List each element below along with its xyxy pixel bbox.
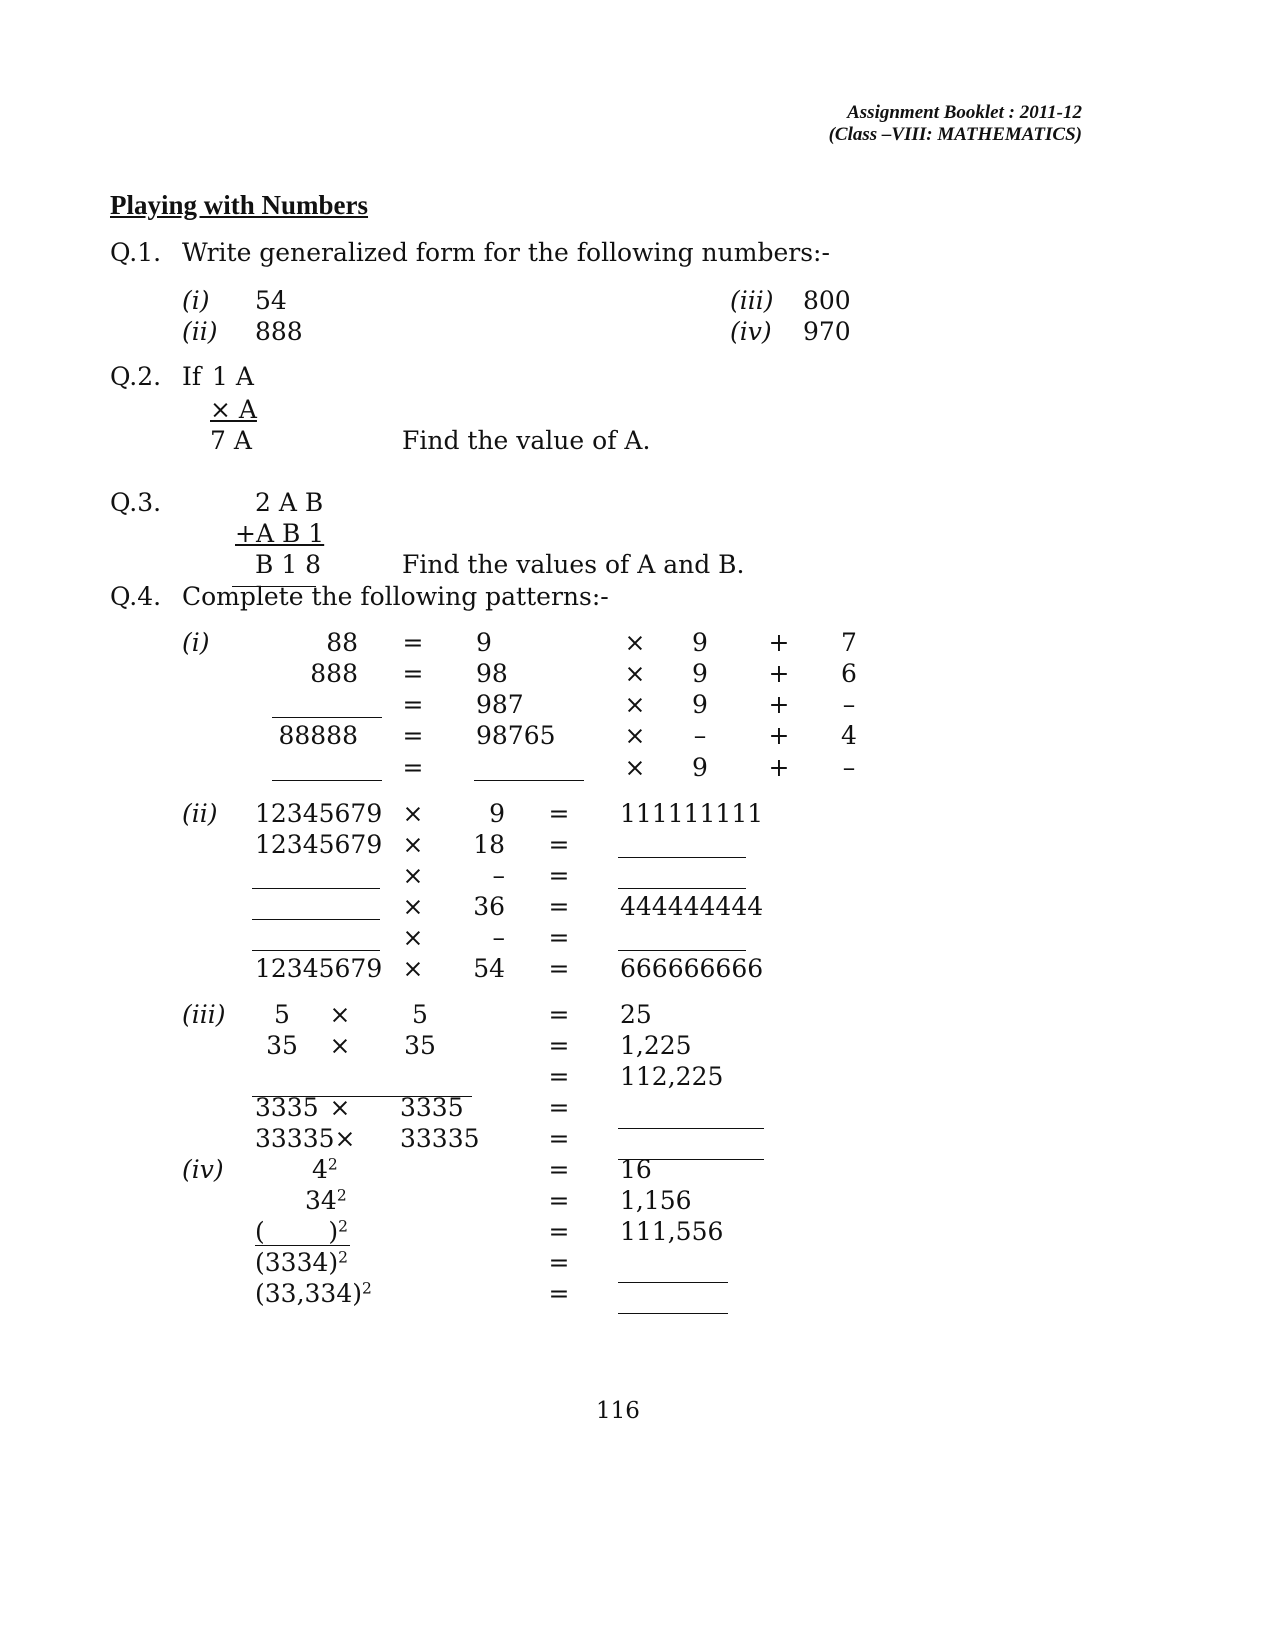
times-sign: ×	[624, 721, 646, 750]
plus-sign: +	[768, 721, 790, 750]
q4-part-i-label: (i)	[182, 628, 210, 657]
equals-sign: =	[548, 799, 570, 828]
pattern-term-b: 9	[692, 753, 708, 782]
answer-blank[interactable]	[255, 1245, 350, 1246]
plus-sign: +	[768, 690, 790, 719]
q1-item-value: 888	[255, 317, 303, 346]
q4-part-ii-label: (ii)	[182, 799, 218, 828]
pattern-lhs: 888	[310, 659, 358, 688]
factor-b: 33335	[400, 1124, 480, 1153]
booklet-header-line2: (Class –VIII: MATHEMATICS)	[828, 124, 1082, 145]
q3-sum: B 1 8	[255, 550, 322, 579]
q2-if: If	[182, 362, 202, 391]
equals-sign: =	[402, 690, 424, 719]
q1-item-label: (iii)	[730, 286, 774, 315]
times-sign: ×	[624, 628, 646, 657]
square-value: 111,556	[620, 1217, 724, 1246]
q1-item-value: 970	[803, 317, 851, 346]
square-base: 34	[305, 1186, 337, 1215]
square-expression	[255, 1250, 348, 1275]
q4-text: Complete the following patterns:-	[182, 582, 609, 611]
q1-text: Write generalized form for the following numbers:-	[182, 238, 830, 267]
q1-item-label: (ii)	[182, 317, 218, 346]
times-sign: ×	[329, 1093, 351, 1122]
pattern-term-c: –	[842, 753, 856, 782]
equals-sign: =	[548, 1248, 570, 1277]
answer-blank[interactable]	[618, 1282, 728, 1283]
square-base: (3334)	[255, 1248, 339, 1277]
q1-item-label: (iv)	[730, 317, 772, 346]
booklet-header-line1: Assignment Booklet : 2011-12	[847, 102, 1082, 123]
times-sign: ×	[402, 923, 424, 952]
factor-b: –	[492, 923, 505, 952]
equals-sign: =	[402, 753, 424, 782]
times-sign: ×	[329, 1000, 351, 1029]
equals-sign: =	[548, 861, 570, 890]
answer-blank[interactable]	[252, 888, 380, 889]
equals-sign: =	[548, 954, 570, 983]
q4-part-iv-label: (iv)	[182, 1155, 224, 1184]
pattern-term-c: 4	[841, 721, 857, 750]
square-base: ( )	[255, 1217, 339, 1246]
square-value: 16	[620, 1155, 652, 1184]
pattern-term-b: 9	[692, 628, 708, 657]
equals-sign: =	[402, 659, 424, 688]
q3-instruction: Find the values of A and B.	[402, 550, 745, 579]
answer-blank[interactable]	[474, 780, 584, 781]
equals-sign: =	[402, 721, 424, 750]
factor-a: 5	[274, 1000, 290, 1029]
q1-item-value: 54	[255, 286, 287, 315]
page-number: 116	[596, 1398, 640, 1424]
q2-number: Q.2.	[110, 362, 162, 391]
equals-sign: =	[402, 628, 424, 657]
factor-b: 18	[473, 830, 505, 859]
factor-b: 54	[473, 954, 505, 983]
product: 112,225	[620, 1062, 724, 1091]
times-sign: ×	[329, 1031, 351, 1060]
factor-a: 35	[266, 1031, 298, 1060]
plus-sign: +	[768, 628, 790, 657]
q2-multiplicand: 1 A	[212, 362, 254, 391]
answer-blank[interactable]	[252, 919, 380, 920]
factor-b: 36	[473, 892, 505, 921]
square-expression	[255, 1281, 372, 1306]
answer-blank[interactable]	[272, 717, 382, 718]
times-sign: ×	[624, 753, 646, 782]
square-exponent: 2	[338, 1217, 348, 1236]
square-base: (33,334)	[255, 1279, 362, 1308]
answer-blank[interactable]	[618, 1313, 728, 1314]
times-sign: ×	[402, 799, 424, 828]
factor-a: 12345679	[255, 954, 383, 983]
times-sign: ×	[624, 690, 646, 719]
equals-sign: =	[548, 1124, 570, 1153]
answer-blank[interactable]	[272, 780, 382, 781]
pattern-term-a: 98765	[476, 721, 556, 750]
q1-item-value: 800	[803, 286, 851, 315]
square-base: 4	[312, 1155, 328, 1184]
equals-sign: =	[548, 923, 570, 952]
q3-number: Q.3.	[110, 488, 162, 517]
answer-blank[interactable]	[618, 1128, 764, 1129]
pattern-term-c: –	[842, 690, 856, 719]
q2-multiplier: × A	[210, 395, 257, 424]
square-expression	[255, 1219, 348, 1244]
answer-blank[interactable]	[618, 950, 746, 951]
pattern-term-b: –	[693, 721, 707, 750]
pattern-term-a: 98	[476, 659, 508, 688]
square-exponent: 2	[327, 1155, 338, 1174]
factor-b: 9	[489, 799, 505, 828]
equals-sign: =	[548, 1155, 570, 1184]
factor-b: 3335	[400, 1093, 464, 1122]
product: 25	[620, 1000, 652, 1029]
factor-a: 33335×	[255, 1124, 356, 1153]
plus-sign: +	[768, 659, 790, 688]
pattern-term-c: 7	[841, 628, 857, 657]
factor-a: 12345679	[255, 799, 383, 828]
equals-sign: =	[548, 830, 570, 859]
pattern-term-b: 9	[692, 659, 708, 688]
pattern-lhs: 88	[326, 628, 358, 657]
equals-sign: =	[548, 892, 570, 921]
q3-addend2: +A B 1	[235, 519, 325, 548]
equals-sign: =	[548, 1186, 570, 1215]
pattern-lhs: 88888	[278, 721, 358, 750]
times-sign: ×	[402, 954, 424, 983]
square-expression	[312, 1157, 338, 1182]
equals-sign: =	[548, 1217, 570, 1246]
q2-instruction: Find the value of A.	[402, 426, 651, 455]
equals-sign: =	[548, 1031, 570, 1060]
answer-blank[interactable]	[618, 888, 746, 889]
factor-b: 35	[404, 1031, 436, 1060]
factor-a: 3335	[255, 1093, 319, 1122]
answer-blank[interactable]	[618, 857, 746, 858]
plus-sign: +	[768, 753, 790, 782]
equals-sign: =	[548, 1279, 570, 1308]
q4-number: Q.4.	[110, 582, 162, 611]
product: 1,225	[620, 1031, 692, 1060]
times-sign: ×	[402, 861, 424, 890]
times-sign: ×	[402, 830, 424, 859]
square-expression	[305, 1188, 347, 1213]
pattern-term-c: 6	[841, 659, 857, 688]
square-exponent: 2	[361, 1279, 372, 1298]
pattern-term-a: 987	[476, 690, 524, 719]
square-value: 1,156	[620, 1186, 692, 1215]
equals-sign: =	[548, 1000, 570, 1029]
product: 111111111	[620, 799, 764, 828]
pattern-term-a: 9	[476, 628, 492, 657]
page-title: Playing with Numbers	[110, 190, 369, 220]
equals-sign: =	[548, 1062, 570, 1091]
times-sign: ×	[402, 892, 424, 921]
factor-b: –	[492, 861, 505, 890]
q3-addend1: 2 A B	[255, 488, 324, 517]
equals-sign: =	[548, 1093, 570, 1122]
product: 444444444	[620, 892, 764, 921]
pattern-term-b: 9	[692, 690, 708, 719]
square-exponent: 2	[338, 1248, 349, 1267]
answer-blank[interactable]	[252, 950, 380, 951]
q2-product: 7 A	[210, 426, 252, 455]
times-sign: ×	[624, 659, 646, 688]
product: 666666666	[620, 954, 764, 983]
factor-b: 5	[412, 1000, 428, 1029]
square-exponent: 2	[336, 1186, 347, 1205]
factor-a: 12345679	[255, 830, 383, 859]
q4-part-iii-label: (iii)	[182, 1000, 226, 1029]
q1-number: Q.1.	[110, 238, 162, 267]
q1-item-label: (i)	[182, 286, 210, 315]
